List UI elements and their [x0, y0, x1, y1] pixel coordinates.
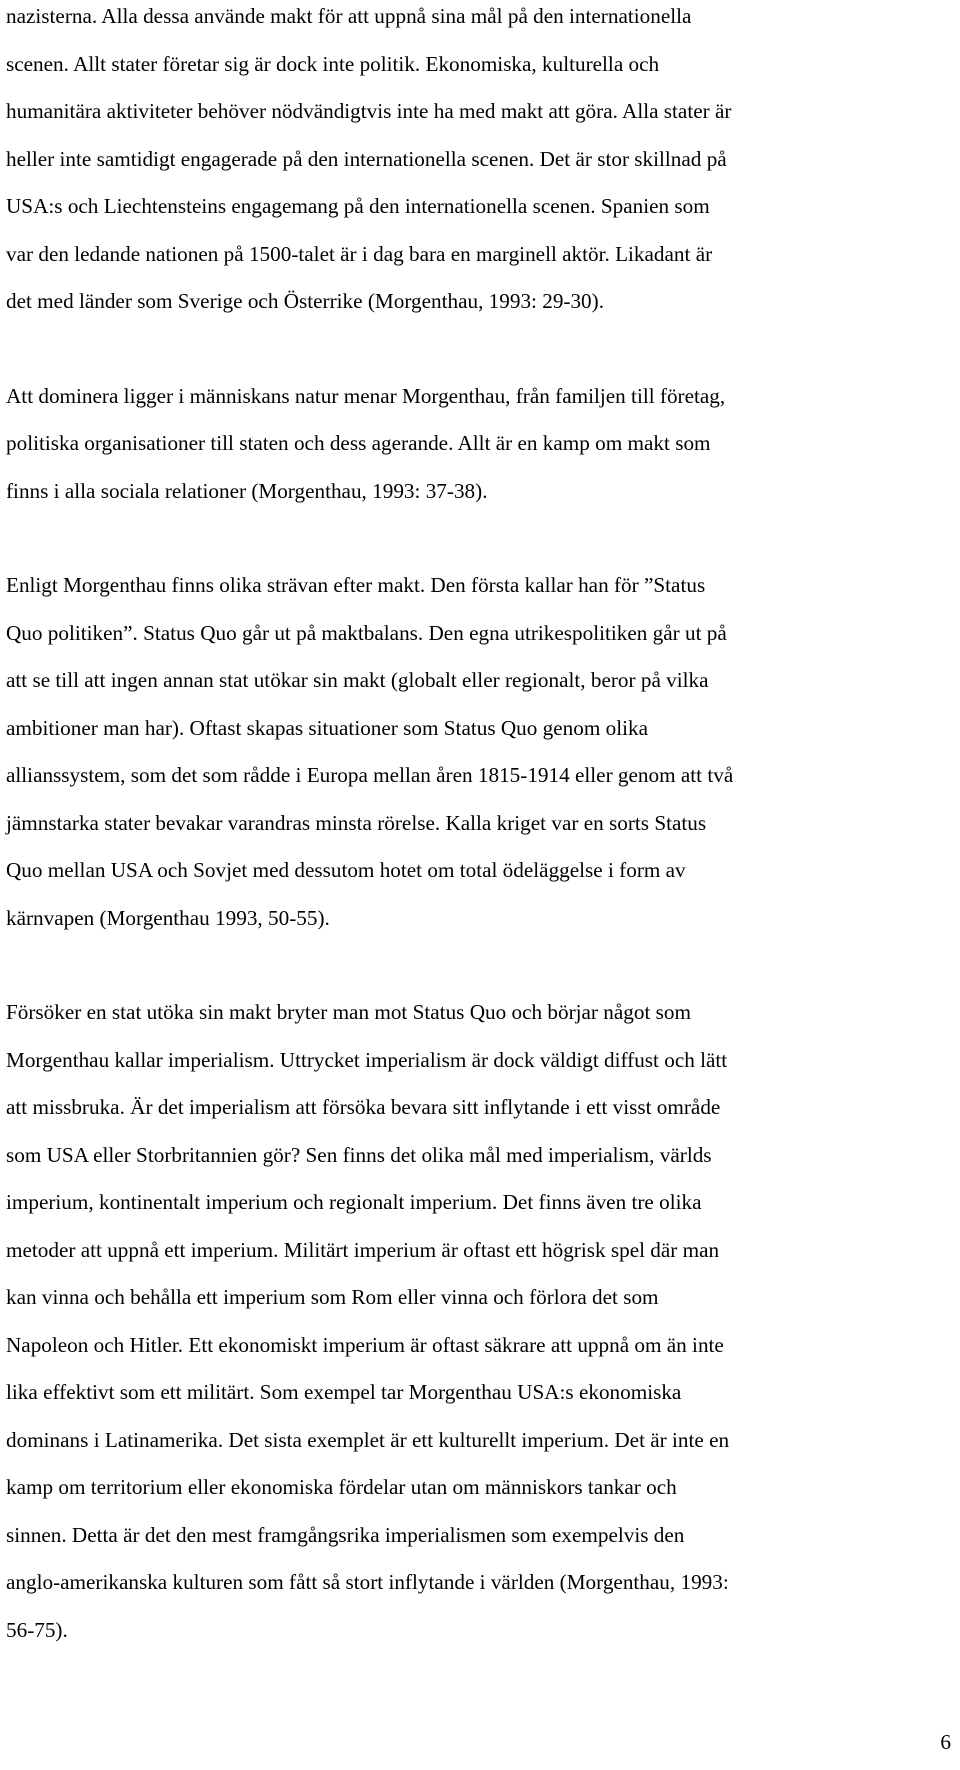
text-line: sinnen. Detta är det den mest framgångsrika imperialismen som exempelvis den [6, 1522, 685, 1547]
page-number: 6 [940, 1730, 951, 1754]
text-line: ambitioner man har). Oftast skapas situationer som Status Quo genom olika [6, 715, 648, 740]
text-line: heller inte samtidigt engagerade på den internationella scenen. Det är stor skillnad på [6, 146, 727, 171]
text-line: 56-75). [6, 1617, 68, 1642]
text-line: anglo-amerikanska kulturen som fått så stort inflytande i världen (Morgenthau, 1993: [6, 1570, 729, 1594]
text-line: att missbruka. Är det imperialism att försöka bevara sitt inflytande i ett visst område [6, 1095, 721, 1119]
text-line: kamp om territorium eller ekonomiska fördelar utan om människors tankar och [6, 1475, 677, 1499]
paragraph-4 [6, 989, 951, 1654]
text-line: jämnstarka stater bevakar varandras minsta rörelse. Kalla kriget var en sorts Status [6, 810, 707, 835]
text-line: lika effektivt som ett militärt. Som exempel tar Morgenthau USA:s ekonomiska [6, 1380, 682, 1404]
paragraph-1 [6, 0, 951, 326]
text-line: USA:s och Liechtensteins engagemang på den internationella scenen. Spanien som [6, 194, 710, 218]
text-line: metoder att uppnå ett imperium. Militärt imperium är oftast ett högrisk spel där man [6, 1237, 720, 1262]
text-line: var den ledande nationen på 1500-talet är i dag bara en marginell aktör. Likadant är [6, 241, 713, 266]
paragraph-3 [6, 562, 951, 942]
text-line: det med länder som Sverige och Österrike (Morgenthau, 1993: 29-30). [6, 289, 605, 313]
text-line: kan vinna och behålla ett imperium som Rom eller vinna och förlora det som [6, 1285, 659, 1309]
text-line: Napoleon och Hitler. Ett ekonomiskt imperium är oftast säkrare att uppnå om än inte [6, 1332, 724, 1357]
text-line: scenen. Allt stater företar sig är dock inte politik. Ekonomiska, kulturella och [6, 51, 660, 76]
text-line: Quo politiken”. Status Quo går ut på maktbalans. Den egna utrikespolitiken går ut på [6, 620, 727, 645]
paragraph-gap [6, 942, 951, 989]
text-line: politiska organisationer till staten och dess agerande. Allt är en kamp om makt som [6, 431, 711, 455]
text-line: Enligt Morgenthau finns olika strävan efter makt. Den första kallar han för ”Status [6, 573, 706, 597]
text-line: allianssystem, som det som rådde i Europa mellan åren 1815-1914 eller genom att två [6, 763, 734, 787]
text-line: som USA eller Storbritannien gör? Sen finns det olika mål med imperialism, världs [6, 1142, 712, 1167]
text-line: Försöker en stat utöka sin makt bryter man mot Status Quo och börjar något som [6, 1000, 691, 1024]
text-line: humanitära aktiviteter behöver nödvändigtvis inte ha med makt att göra. Alla stater är [6, 99, 732, 123]
text-line: finns i alla sociala relationer (Morgenthau, 1993: 37-38). [6, 478, 488, 503]
body-text [6, 0, 951, 1654]
text-line: Morgenthau kallar imperialism. Uttrycket imperialism är dock väldigt diffust och lätt [6, 1047, 728, 1072]
paragraph-2 [6, 373, 951, 516]
paragraph-gap [6, 515, 951, 562]
paragraph-gap [6, 326, 951, 373]
text-line: imperium, kontinentalt imperium och regionalt imperium. Det finns även tre olika [6, 1190, 702, 1214]
text-line: att se till att ingen annan stat utökar sin makt (globalt eller regionalt, beror på vilka [6, 668, 709, 692]
text-line: Quo mellan USA och Sovjet med dessutom hotet om total ödeläggelse i form av [6, 858, 686, 882]
text-line: Att dominera ligger i människans natur menar Morgenthau, från familjen till företag, [6, 383, 726, 408]
text-line: dominans i Latinamerika. Det sista exemplet är ett kulturellt imperium. Det är inte en [6, 1427, 730, 1452]
text-line: kärnvapen (Morgenthau 1993, 50-55). [6, 905, 330, 930]
text-line: nazisterna. Alla dessa använde makt för att uppnå sina mål på den internationella [6, 4, 692, 28]
